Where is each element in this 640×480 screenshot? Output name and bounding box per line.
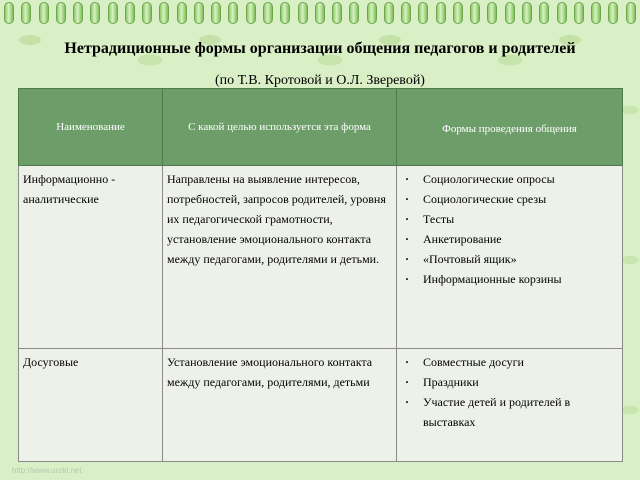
spiral-ring-icon [522,2,532,24]
spiral-ring-icon [159,2,169,24]
spiral-ring-icon [367,2,377,24]
list-item: · Тесты [401,209,618,229]
list-item: · Совместные досуги [401,352,618,372]
page-title: Нетрадиционные формы организации общения педагогов и родителей [64,40,576,57]
table-row [19,349,623,462]
spiral-ring-icon [608,2,618,24]
spiral-ring-icon [626,2,636,24]
communication-forms-table [18,88,623,462]
spiral-ring-icon [332,2,342,24]
spiral-ring-icon [177,2,187,24]
cell-purpose: Установление эмоционального контакта между педагогами, родителями, детьми [163,349,397,462]
spiral-ring-icon [21,2,31,24]
cell-forms [397,349,623,462]
list-item: · Информационные корзины [401,269,618,289]
cell-name: Информационно - аналитические [19,166,163,349]
spiral-ring-icon [539,2,549,24]
spiral-ring-icon [228,2,238,24]
spiral-ring-icon [90,2,100,24]
spiral-ring-icon [349,2,359,24]
header-forms: Формы проведения общения [397,89,623,166]
cell-forms [397,166,623,349]
spiral-ring-icon [56,2,66,24]
spiral-ring-icon [246,2,256,24]
spiral-ring-icon [418,2,428,24]
forms-list [401,352,618,432]
spiral-ring-icon [436,2,446,24]
spiral-ring-icon [487,2,497,24]
spiral-ring-icon [194,2,204,24]
list-item: · Участие детей и родителей в выставках [401,392,618,432]
spiral-ring-icon [108,2,118,24]
spiral-ring-icon [505,2,515,24]
spiral-ring-icon [574,2,584,24]
spiral-ring-icon [280,2,290,24]
spiral-ring-icon [470,2,480,24]
spiral-ring-icon [125,2,135,24]
list-item: · Социологические опросы [401,169,618,189]
forms-list [401,169,618,289]
page-subtitle: (по Т.В. Кротовой и О.Л. Зверевой) [215,73,425,88]
spiral-ring-icon [39,2,49,24]
list-item: · Праздники [401,372,618,392]
spiral-ring-icon [557,2,567,24]
table-header-row [19,89,623,166]
spiral-ring-icon [298,2,308,24]
list-item: · «Почтовый ящик» [401,249,618,269]
spiral-ring-icon [142,2,152,24]
spiral-ring-icon [401,2,411,24]
list-item: · Анкетирование [401,229,618,249]
header-purpose: С какой целью используется эта форма [163,89,397,166]
watermark: http://www.uroki.net [12,466,82,475]
cell-purpose: Направлены на выявление интересов, потребностей, запросов родителей, уровня их педагогической грамотности, установление эмоционального контакта между педагогами, родителями и детьми. [163,166,397,349]
spiral-ring-icon [384,2,394,24]
spiral-ring-icon [73,2,83,24]
header-name: Наименование [19,89,163,166]
spiral-ring-icon [211,2,221,24]
table-row [19,166,623,349]
spiral-ring-icon [4,2,14,24]
cell-name: Досуговые [19,349,163,462]
list-item: · Социологические срезы [401,189,618,209]
notebook-spiral-binding [0,0,640,26]
spiral-ring-icon [591,2,601,24]
spiral-ring-icon [263,2,273,24]
spiral-ring-icon [315,2,325,24]
spiral-ring-icon [453,2,463,24]
